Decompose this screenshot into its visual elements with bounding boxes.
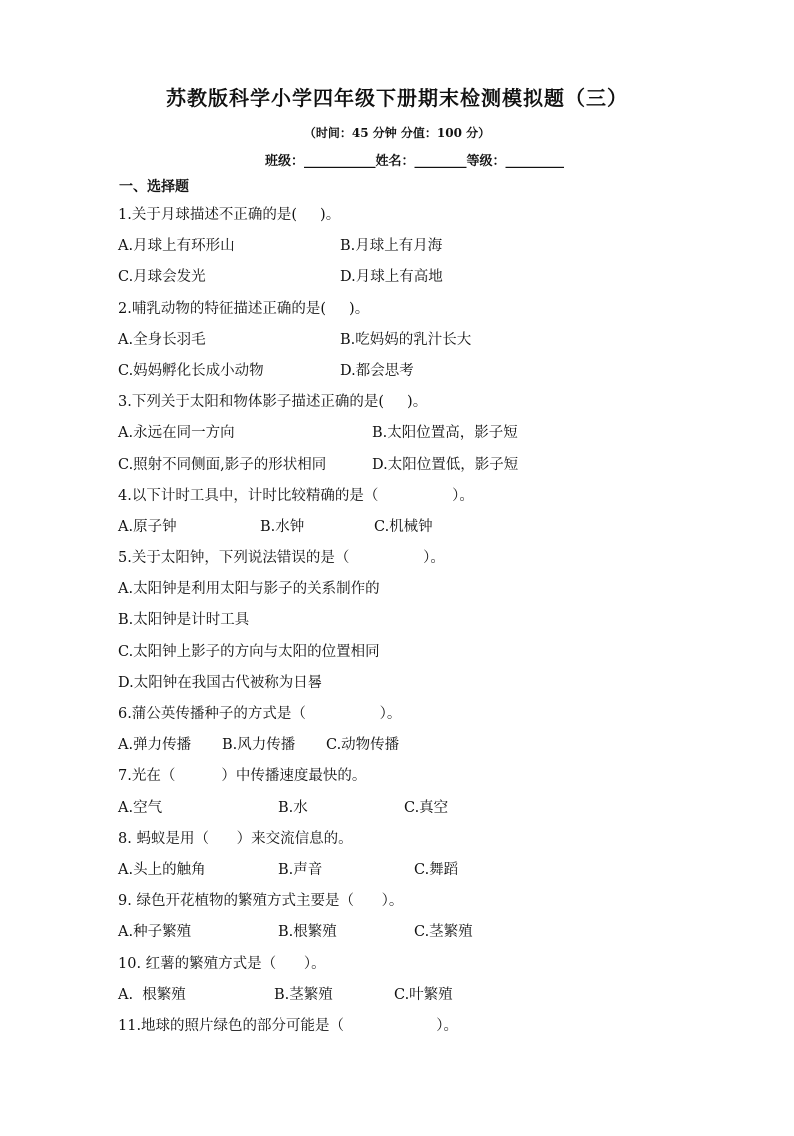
option-row (118, 356, 718, 387)
option-a: A.空气 (118, 799, 163, 816)
option-c: C.茎繁殖 (414, 924, 473, 941)
option-c: C.机械钟 (374, 518, 433, 535)
option-b: B.月球上有月海 (340, 238, 443, 255)
option-c: C.叶繁殖 (394, 986, 453, 1003)
option-a: A.头上的触角 (118, 861, 206, 878)
option-b: B.吃妈妈的乳汁长大 (340, 331, 472, 348)
option-c: C.照射不同侧面,影子的形状相同 (118, 456, 327, 473)
option-d: D.太阳位置低，影子短 (372, 456, 519, 473)
question-stem: 2.哺乳动物的特征描述正确的是( )。 (118, 300, 370, 317)
option-b: B.声音 (278, 861, 323, 878)
option-b: B.水 (278, 799, 308, 816)
exam-time-and-score: （时间：45 分钟 分值：100 分） (303, 126, 491, 140)
option-c: C.真空 (404, 799, 449, 816)
question-list (118, 200, 718, 1042)
option-a: A.月球上有环形山 (118, 238, 235, 255)
option-a: A.原子钟 (118, 518, 177, 535)
option-a: A.种子繁殖 (118, 924, 192, 941)
option-a: A.弹力传播 (118, 737, 192, 754)
option-row (118, 980, 718, 1011)
question-stem: 1.关于月球描述不正确的是( )。 (118, 207, 341, 223)
option-a: A.全身长羽毛 (118, 331, 206, 348)
option-row (118, 450, 718, 481)
option-b: B.太阳位置高，影子短 (372, 425, 518, 442)
option-b: B.根繁殖 (278, 924, 337, 941)
option-c: C.妈妈孵化长成小动物 (118, 362, 264, 379)
question-stem: 7.光在（ ）中传播速度最快的。 (118, 768, 367, 785)
option-b: B.风力传播 (222, 737, 296, 754)
option-c: C.月球会发光 (118, 269, 206, 286)
option-row (118, 262, 718, 293)
option-c: C.太阳钟上影子的方向与太阳的位置相同 (118, 643, 380, 660)
option-row (118, 512, 718, 543)
option-a: A. 根繁殖 (118, 986, 186, 1003)
question-stem: 4.以下计时工具中，计时比较精确的是（ ）。 (118, 487, 474, 504)
option-d: D.月球上有高地 (340, 269, 443, 286)
option-b: B.茎繁殖 (274, 986, 333, 1003)
option-row (118, 325, 718, 356)
option-b: B.太阳钟是计时工具 (118, 612, 250, 629)
question-stem: 8. 蚂蚁是用（ ）来交流信息的。 (118, 830, 353, 847)
option-a: A.永远在同一方向 (118, 425, 235, 442)
option-b: B.水钟 (260, 518, 305, 535)
section-heading: 一、选择题 (119, 179, 189, 195)
question-stem: 6.蒲公英传播种子的方式是（ ）。 (118, 706, 402, 722)
option-row (118, 793, 718, 824)
option-row (118, 418, 718, 449)
option-row (118, 917, 718, 948)
option-c: C.动物传播 (326, 737, 400, 754)
question-stem: 11.地球的照片绿色的部分可能是（ ）。 (118, 1017, 458, 1034)
question-stem: 5.关于太阳钟，下列说法错误的是（ ）。 (118, 550, 445, 567)
question-stem: 10. 红薯的繁殖方式是（ ）。 (118, 955, 326, 972)
option-a: A.太阳钟是利用太阳与影子的关系制作的 (118, 581, 380, 598)
question-stem: 3.下列关于太阳和物体影子描述正确的是( )。 (118, 394, 428, 411)
question-stem: 9. 绿色开花植物的繁殖方式主要是（ ）。 (118, 893, 404, 910)
option-row (118, 855, 718, 886)
option-row (118, 730, 718, 761)
option-row (118, 231, 718, 262)
option-d: D.都会思考 (340, 362, 414, 379)
option-d: D.太阳钟在我国古代被称为日晷 (118, 674, 323, 691)
student-info-line: 班级：___________姓名：________等级：_________ (265, 154, 565, 169)
option-c: C.舞蹈 (414, 861, 459, 878)
document-title: 苏教版科学小学四年级下册期末检测模拟题（三） (166, 86, 628, 110)
